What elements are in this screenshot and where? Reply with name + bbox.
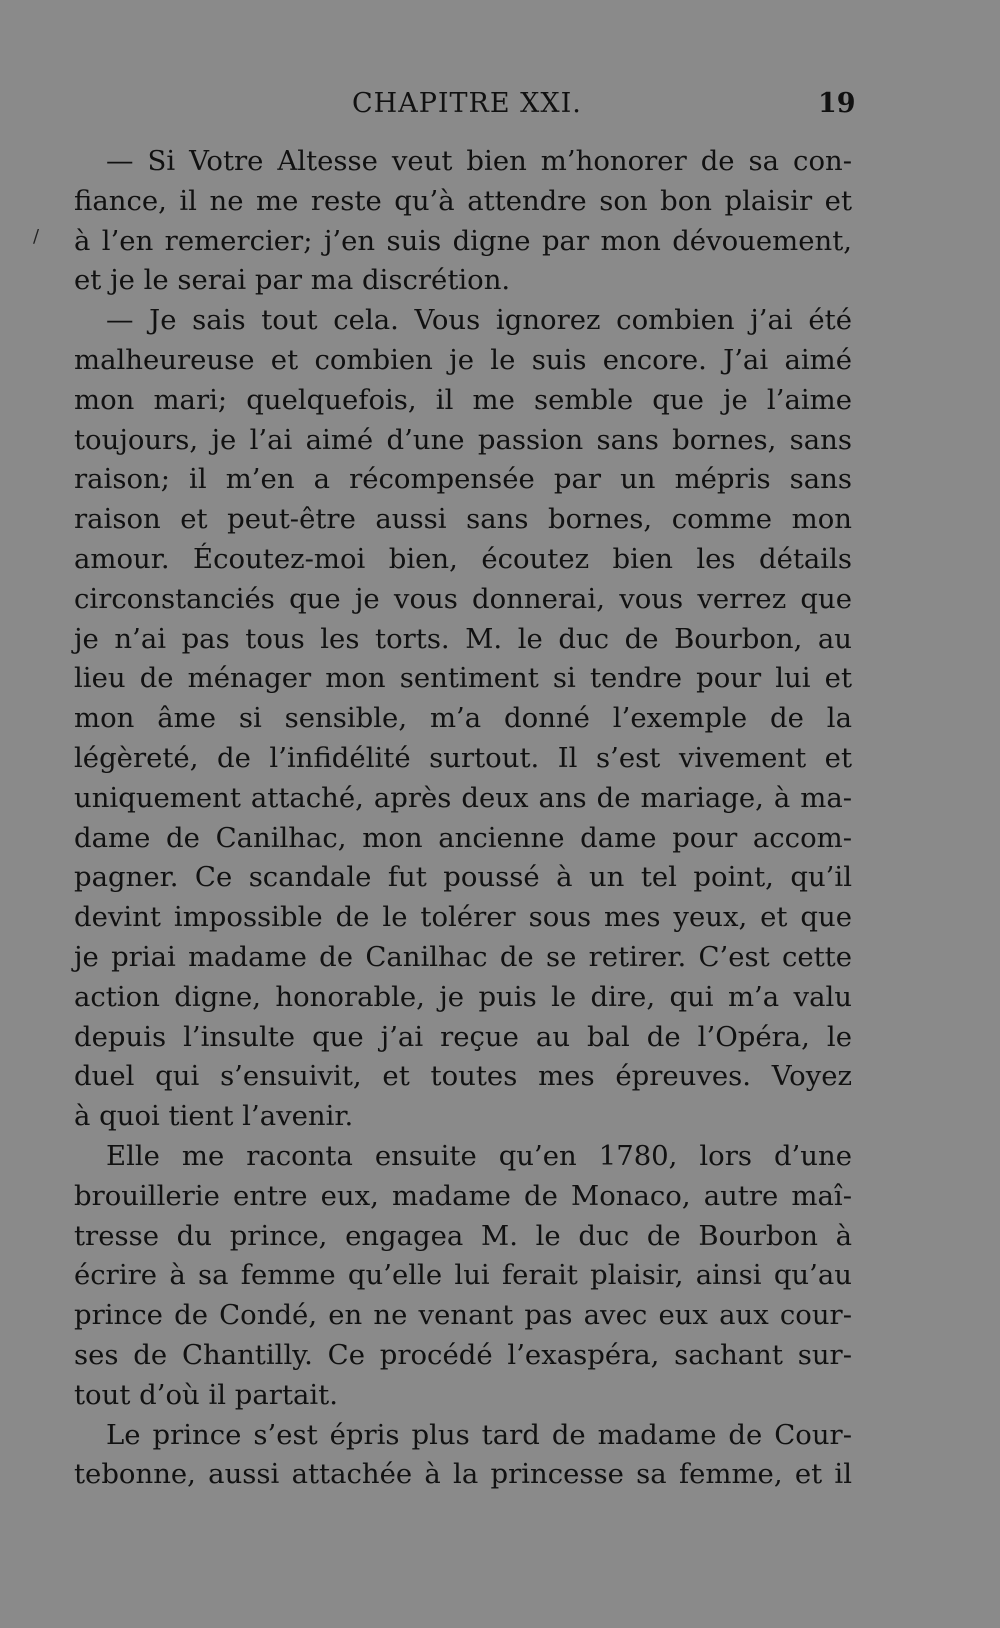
text-line: dame de Canilhac, mon ancienne dame pour accom- bbox=[74, 821, 852, 854]
text-line: à l’en remercier; j’en suis digne par mon dévouement, bbox=[74, 224, 852, 257]
text-line: ses de Chantilly. Ce procédé l’exaspéra, sachant sur- bbox=[74, 1338, 852, 1371]
text-line: tresse du prince, engagea M. le duc de Bourbon à bbox=[74, 1219, 852, 1252]
text-line: Le prince s’est épris plus tard de madame de Cour- bbox=[106, 1418, 852, 1451]
text-line: légèreté, de l’infidélité surtout. Il s’est vivement et bbox=[74, 741, 852, 774]
text-line: toujours, je l’ai aimé d’une passion sans bornes, sans bbox=[74, 423, 852, 456]
text-line: amour. Écoutez-moi bien, écoutez bien les détails bbox=[74, 542, 852, 575]
margin-mark: / bbox=[33, 226, 40, 247]
text-line: malheureuse et combien je le suis encore. J’ai aimé bbox=[74, 343, 852, 376]
text-line: tebonne, aussi attachée à la princesse sa femme, et il bbox=[74, 1458, 852, 1491]
text-line: duel qui s’ensuivit, et toutes mes épreuves. Voyez bbox=[74, 1060, 852, 1093]
text-line: pagner. Ce scandale fut poussé à un tel point, qu’il bbox=[74, 861, 852, 894]
text-line: raison et peut-être aussi sans bornes, comme mon bbox=[74, 503, 852, 536]
text-line: Elle me raconta ensuite qu’en 1780, lors d’une bbox=[106, 1139, 852, 1172]
chapter-title: CHAPITRE XXI. bbox=[352, 88, 582, 119]
running-head bbox=[0, 88, 1000, 128]
page-number: 19 bbox=[818, 88, 856, 119]
text-line: à quoi tient l’avenir. bbox=[74, 1100, 354, 1133]
text-line: — Si Votre Altesse veut bien m’honorer de sa con- bbox=[106, 145, 852, 177]
text-line: mon âme si sensible, m’a donné l’exemple de la bbox=[74, 702, 852, 735]
body-text bbox=[74, 142, 852, 1495]
text-line: brouillerie entre eux, madame de Monaco, autre maî- bbox=[74, 1179, 852, 1212]
text-line: depuis l’insulte que j’ai reçue au bal de l’Opéra, le bbox=[74, 1020, 852, 1053]
text-line: tout d’où il partait. bbox=[74, 1378, 338, 1411]
text-line: raison; il m’en a récompensée par un mépris sans bbox=[74, 463, 852, 496]
text-line: mon mari; quelquefois, il me semble que je l’aime bbox=[74, 383, 852, 416]
text-line: — Je sais tout cela. Vous ignorez combien j’ai été bbox=[106, 304, 852, 337]
text-line: fiance, il ne me reste qu’à attendre son bon plaisir et bbox=[74, 184, 852, 217]
text-line: circonstanciés que je vous donnerai, vous verrez que bbox=[74, 582, 852, 615]
text-line: devint impossible de le tolérer sous mes yeux, et que bbox=[74, 901, 852, 934]
text-line: lieu de ménager mon sentiment si tendre pour lui et bbox=[74, 662, 852, 695]
text-line: uniquement attaché, après deux ans de mariage, à ma- bbox=[74, 781, 852, 814]
text-line: écrire à sa femme qu’elle lui ferait plaisir, ainsi qu’au bbox=[74, 1259, 852, 1292]
text-line: je n’ai pas tous les torts. M. le duc de Bourbon, au bbox=[74, 622, 852, 655]
text-line: et je le serai par ma discrétion. bbox=[74, 264, 511, 297]
text-line: je priai madame de Canilhac de se retirer. C’est cette bbox=[74, 940, 852, 973]
text-line: action digne, honorable, je puis le dire, qui m’a valu bbox=[74, 980, 852, 1013]
text-line: prince de Condé, en ne venant pas avec eux aux cour- bbox=[74, 1299, 852, 1332]
